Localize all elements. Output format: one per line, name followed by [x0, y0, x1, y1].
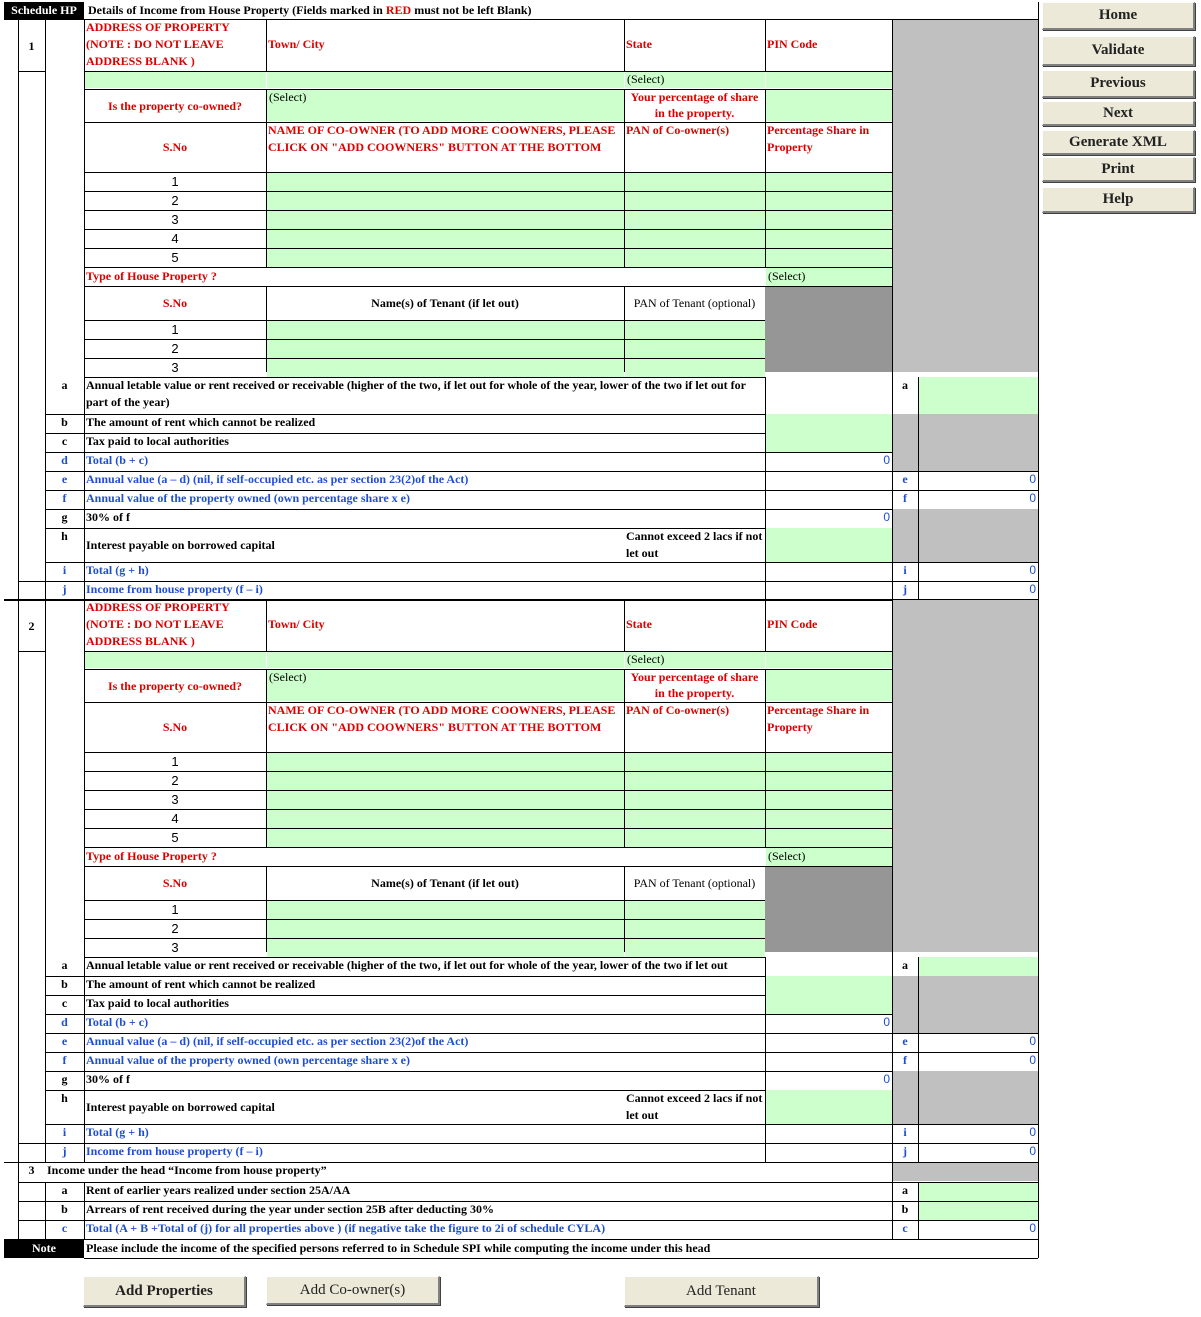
grid-line — [918, 377, 919, 600]
row-letter: b — [61, 1202, 68, 1216]
grey-filler — [892, 995, 1038, 1014]
grid-line — [45, 1182, 46, 1239]
coowner-name-input[interactable] — [267, 791, 624, 809]
grid-line — [84, 267, 892, 268]
row-d-value: 0 — [883, 1015, 890, 1029]
grid-line — [18, 1201, 1038, 1202]
grey-filler — [892, 19, 1038, 372]
row-letter: f — [62, 1053, 67, 1067]
grid-line — [4, 19, 1038, 20]
grid-line — [18, 1182, 1038, 1183]
grid-line — [84, 248, 892, 249]
grey-filler — [892, 433, 1038, 452]
coowner-sno: 4 — [171, 231, 179, 246]
tenant-sno: 1 — [171, 902, 179, 917]
town-city-label: Town/ City — [268, 37, 325, 51]
section3-title: Income under the head “Income from house property” — [47, 1163, 327, 1177]
row-i-label: Total (g + h) — [86, 1125, 149, 1139]
grid-line — [266, 89, 267, 267]
row-d-label: Total (b + c) — [86, 1015, 149, 1029]
coowner-pan-input[interactable] — [625, 249, 765, 267]
row-f-label: Annual value of the property owned (own percentage share x e) — [86, 1053, 410, 1067]
grid-line — [84, 172, 892, 173]
coowner-pct-input[interactable] — [766, 810, 892, 828]
pin-code-label: PIN Code — [767, 617, 818, 631]
row-i-value: 0 — [1029, 1125, 1036, 1139]
house-type-label: Type of House Property ? — [86, 269, 217, 283]
state-label: State — [626, 37, 652, 51]
row-a-input[interactable] — [919, 957, 1038, 976]
grid-line — [84, 651, 892, 652]
grid-line — [84, 122, 892, 123]
add-coowners-button[interactable]: Add Co-owner(s) — [266, 1276, 440, 1305]
row-i-label: Total (g + h) — [86, 563, 149, 577]
coowner-pan-input[interactable] — [625, 211, 765, 229]
grid-line — [765, 19, 766, 71]
col-letter: e — [902, 1034, 908, 1048]
grid-line — [45, 19, 46, 377]
row-h-input[interactable] — [766, 1090, 892, 1124]
row-d-label: Total (b + c) — [86, 453, 149, 467]
row-f-label: Annual value of the property owned (own percentage share x e) — [86, 491, 410, 505]
grid-line — [892, 1162, 893, 1239]
row-letter: f — [62, 491, 67, 505]
coowner-pct-input[interactable] — [766, 791, 892, 809]
col-letter: a — [902, 958, 908, 972]
coowner-pct-input[interactable] — [766, 829, 892, 847]
grid-line — [266, 19, 267, 71]
coowner-name-input[interactable] — [267, 211, 624, 229]
your-share-input[interactable] — [766, 669, 892, 701]
state-select[interactable]: (Select) — [625, 71, 765, 88]
grid-line — [1038, 2, 1039, 1258]
grid-line — [84, 919, 765, 920]
coowner-pan-input[interactable] — [625, 810, 765, 828]
cannot-exceed-note: Cannot exceed 2 lacs if not let out — [626, 1091, 763, 1122]
grid-line — [84, 19, 85, 377]
section3-c-label: Total (A + B +Total of (j) for all properties above ) (if negative take the figure to 2i of schedule CYLA) — [86, 1221, 606, 1235]
row-f-value: 0 — [1029, 1053, 1036, 1067]
state-select[interactable]: (Select) — [625, 651, 765, 668]
row-a-input[interactable] — [919, 377, 1038, 414]
tenant-pan-input[interactable] — [625, 340, 765, 358]
row-letter: h — [61, 529, 68, 543]
nav-button-validate[interactable]: Validate — [1042, 36, 1195, 66]
row-letter: c — [61, 434, 68, 448]
row-letter: b — [61, 977, 68, 991]
grid-line — [624, 599, 625, 651]
row-f-value: 0 — [1029, 491, 1036, 505]
row-e-value: 0 — [1029, 472, 1036, 486]
coowner-name-input[interactable] — [267, 230, 624, 248]
grid-line — [18, 19, 19, 600]
grid-line — [765, 669, 766, 847]
grey-filler — [892, 1014, 1038, 1033]
grid-line — [18, 1162, 19, 1239]
row-j-label: Income from house property (f – i) — [86, 1144, 263, 1158]
row-g-label: 30% of f — [86, 1072, 130, 1086]
grey-filler — [892, 528, 1038, 562]
coowner-pct-input[interactable] — [766, 249, 892, 267]
grid-line — [18, 71, 45, 72]
grid-line — [624, 19, 625, 71]
coowner-pan-input[interactable] — [625, 829, 765, 847]
tenant-name-input[interactable] — [267, 920, 624, 938]
grey-filler — [892, 414, 1038, 433]
tenant-pan-input[interactable] — [625, 321, 765, 339]
pct-share-header: Percentage Share in Property — [767, 123, 870, 154]
tenant-pan-input[interactable] — [625, 939, 765, 957]
row-c-label: Tax paid to local authorities — [86, 996, 229, 1010]
grid-line — [18, 599, 19, 1162]
address-note: ADDRESS OF PROPERTY (NOTE : DO NOT LEAVE ADDRESS BLANK ) — [86, 20, 230, 68]
grid-line — [84, 790, 892, 791]
tenant-name-header: Name(s) of Tenant (if let out) — [371, 296, 519, 310]
grey-filler — [892, 509, 1038, 528]
row-letter: j — [62, 582, 67, 596]
tenant-sno: 1 — [171, 322, 179, 337]
row-a-label: Annual letable value or rent received or receivable (higher of the two, if let out for whole of the year, lower of the two if let out — [86, 958, 728, 972]
grid-line — [266, 669, 267, 847]
tenant-name-input[interactable] — [267, 321, 624, 339]
row-letter: d — [61, 1015, 68, 1029]
row-c-label: Tax paid to local authorities — [86, 434, 229, 448]
row-b-label: The amount of rent which cannot be realized — [86, 977, 316, 991]
grid-line — [84, 191, 892, 192]
row-e-value: 0 — [1029, 1034, 1036, 1048]
grid-line — [84, 771, 892, 772]
row-letter: e — [61, 472, 68, 486]
grid-line — [84, 866, 892, 867]
grid-line — [892, 599, 893, 957]
grid-line — [84, 599, 85, 957]
grid-line — [84, 847, 892, 848]
coowner-pan-input[interactable] — [625, 173, 765, 191]
grid-line — [765, 599, 766, 651]
sno-header: S.No — [162, 720, 188, 734]
house-type-label: Type of House Property ? — [86, 849, 217, 863]
row-b-input[interactable] — [766, 414, 892, 433]
row-j-value: 0 — [1029, 582, 1036, 596]
grid-line — [84, 320, 765, 321]
tenant-pan-header: PAN of Tenant (optional) — [633, 296, 756, 310]
coowner-pan-header: PAN of Co-owner(s) — [626, 703, 730, 717]
row-letter: j — [62, 1144, 67, 1158]
grid-line — [84, 229, 892, 230]
coowner-name-input[interactable] — [267, 192, 624, 210]
coowner-sno: 4 — [171, 811, 179, 826]
pin-code-input[interactable] — [766, 651, 892, 668]
coowner-sno: 2 — [171, 193, 179, 208]
grid-line — [84, 377, 85, 600]
property-number: 2 — [28, 619, 35, 633]
col-letter: i — [903, 563, 907, 577]
town-city-input[interactable] — [267, 71, 624, 88]
grey-filler — [892, 1162, 1038, 1181]
section3-a-label: Rent of earlier years realized under section 25A/AA — [86, 1183, 351, 1197]
grid-line — [4, 1162, 1038, 1163]
schedule-tag: Schedule HP — [4, 2, 84, 19]
row-g-value: 0 — [883, 510, 890, 524]
col-letter: i — [903, 1125, 907, 1139]
nav-button-print[interactable]: Print — [1042, 157, 1195, 182]
tenant-name-input[interactable] — [267, 939, 624, 957]
tenant-pan-input[interactable] — [625, 920, 765, 938]
tenant-pan-header: PAN of Tenant (optional) — [633, 876, 756, 890]
grid-line — [84, 1182, 85, 1239]
tenant-grey-box — [765, 286, 892, 372]
your-share-input[interactable] — [766, 89, 892, 121]
grid-line — [84, 339, 765, 340]
coowner-sno: 5 — [171, 830, 179, 845]
coowner-pct-input[interactable] — [766, 211, 892, 229]
tenant-pan-input[interactable] — [625, 901, 765, 919]
grid-line — [84, 1239, 1038, 1240]
coowner-sno: 1 — [171, 754, 179, 769]
col-letter: f — [903, 491, 907, 505]
row-letter: a — [61, 958, 68, 972]
grid-line — [918, 957, 919, 1162]
grey-filler — [892, 599, 1038, 952]
grid-line — [266, 866, 267, 952]
grid-line — [84, 210, 892, 211]
grid-line — [624, 669, 625, 847]
row-letter: h — [61, 1091, 68, 1105]
tenant-name-header: Name(s) of Tenant (if let out) — [371, 876, 519, 890]
grid-line — [84, 702, 892, 703]
grid-line — [84, 358, 765, 359]
section3-b-label: Arrears of rent received during the year under section 25B after deducting 30% — [86, 1202, 494, 1216]
add-tenant-button[interactable]: Add Tenant — [624, 1276, 819, 1307]
section3-a-input[interactable] — [919, 1182, 1038, 1201]
tenant-sno-header: S.No — [162, 296, 188, 310]
house-type-select[interactable]: (Select) — [766, 267, 892, 286]
coowner-pct-input[interactable] — [766, 753, 892, 771]
coowner-sno: 5 — [171, 250, 179, 265]
coowner-pct-input[interactable] — [766, 230, 892, 248]
tenant-sno: 2 — [171, 921, 179, 936]
row-j-label: Income from house property (f – i) — [86, 582, 263, 596]
nav-button-next[interactable]: Next — [1042, 101, 1195, 126]
row-letter: a — [61, 378, 68, 392]
town-city-label: Town/ City — [268, 617, 325, 631]
sno-header: S.No — [162, 140, 188, 154]
row-h-label: Interest payable on borrowed capital — [86, 538, 275, 552]
coowner-sno: 2 — [171, 773, 179, 788]
coowner-pan-input[interactable] — [625, 791, 765, 809]
house-type-select[interactable]: (Select) — [766, 847, 892, 866]
grid-line — [84, 286, 892, 287]
row-j-value: 0 — [1029, 1144, 1036, 1158]
grid-line — [84, 669, 892, 670]
coowner-name-input[interactable] — [267, 173, 624, 191]
note-text: Please include the income of the specified persons referred to in Schedule SPI while computing the income under this head — [86, 1241, 711, 1255]
grid-line — [45, 957, 46, 1162]
row-letter: i — [62, 1125, 67, 1139]
row-letter: c — [61, 996, 68, 1010]
grid-line — [892, 19, 893, 377]
row-letter: d — [61, 453, 68, 467]
co-owned-label: Is the property co-owned? — [107, 99, 243, 113]
address-note: ADDRESS OF PROPERTY (NOTE : DO NOT LEAVE ADDRESS BLANK ) — [86, 600, 230, 648]
coowner-pan-input[interactable] — [625, 772, 765, 790]
coowner-sno: 1 — [171, 174, 179, 189]
section3-b-input[interactable] — [919, 1201, 1038, 1220]
coowner-name-input[interactable] — [267, 829, 624, 847]
row-letter: b — [61, 415, 68, 429]
row-b-input[interactable] — [766, 976, 892, 995]
grid-line — [266, 286, 267, 372]
row-letter: e — [61, 1034, 68, 1048]
grid-line — [892, 957, 893, 1162]
nav-button-generate-xml[interactable]: Generate XML — [1042, 130, 1195, 155]
col-letter: j — [903, 1144, 907, 1158]
cannot-exceed-note: Cannot exceed 2 lacs if not let out — [626, 529, 763, 560]
grey-filler — [892, 1071, 1038, 1090]
col-letter: f — [903, 1053, 907, 1067]
row-letter: g — [61, 510, 68, 524]
grid-line — [765, 377, 766, 600]
grid-line — [84, 89, 892, 90]
your-share-label: Your percentage of share in the property. — [630, 670, 759, 700]
tenant-pan-input[interactable] — [625, 359, 765, 377]
grid-line — [84, 957, 85, 1162]
grid-line — [84, 828, 892, 829]
grey-filler — [892, 976, 1038, 995]
col-letter: c — [902, 1221, 908, 1235]
tenant-name-input[interactable] — [267, 359, 624, 377]
coowner-pan-input[interactable] — [625, 753, 765, 771]
col-letter: e — [902, 472, 908, 486]
coowner-pct-input[interactable] — [766, 772, 892, 790]
co-owned-select[interactable]: (Select) — [267, 89, 624, 121]
coowner-name-input[interactable] — [267, 772, 624, 790]
grid-line — [892, 377, 893, 600]
col-letter: a — [902, 1183, 908, 1197]
co-owned-label: Is the property co-owned? — [107, 679, 243, 693]
grid-line — [918, 1182, 919, 1239]
coowner-sno: 3 — [171, 792, 179, 807]
col-letter: j — [903, 582, 907, 596]
grid-line — [84, 752, 892, 753]
grid-line — [624, 866, 625, 952]
coowner-name-input[interactable] — [267, 249, 624, 267]
coowner-sno: 3 — [171, 212, 179, 227]
row-letter: g — [61, 1072, 68, 1086]
grid-line — [84, 809, 892, 810]
town-city-input[interactable] — [267, 651, 624, 668]
nav-button-help[interactable]: Help — [1042, 187, 1195, 213]
pin-code-label: PIN Code — [767, 37, 818, 51]
address-input[interactable] — [85, 651, 266, 668]
row-letter: a — [61, 1183, 68, 1197]
pct-share-header: Percentage Share in Property — [767, 703, 870, 734]
row-h-input[interactable] — [766, 528, 892, 562]
add-properties-button[interactable]: Add Properties — [83, 1276, 246, 1307]
coowner-name-header: NAME OF CO-OWNER (TO ADD MORE COOWNERS, PLEASE CLICK ON "ADD COOWNERS" BUTTON AT THE BOTTOM — [268, 703, 616, 734]
grid-line — [18, 1220, 1038, 1221]
tenant-sno: 2 — [171, 341, 179, 356]
coowner-pan-header: PAN of Co-owner(s) — [626, 123, 730, 137]
row-g-value: 0 — [883, 1072, 890, 1086]
row-c-input[interactable] — [766, 995, 892, 1014]
coowner-name-input[interactable] — [267, 810, 624, 828]
your-share-label: Your percentage of share in the property. — [630, 90, 759, 120]
row-b-label: The amount of rent which cannot be realized — [86, 415, 316, 429]
grid-line — [84, 71, 892, 72]
grid-line — [84, 1258, 1038, 1259]
coowner-name-header: NAME OF CO-OWNER (TO ADD MORE COOWNERS, PLEASE CLICK ON "ADD COOWNERS" BUTTON AT THE BOTTOM — [268, 123, 616, 154]
grid-line — [624, 286, 625, 372]
grid-line — [18, 651, 45, 652]
nav-button-home[interactable]: Home — [1042, 2, 1195, 30]
grey-filler — [892, 1090, 1038, 1124]
tenant-name-input[interactable] — [267, 901, 624, 919]
nav-button-previous[interactable]: Previous — [1042, 70, 1195, 98]
tenant-sno: 3 — [171, 940, 179, 955]
col-letter: b — [901, 1202, 909, 1216]
tenant-grey-box — [765, 866, 892, 952]
tenant-sno: 3 — [171, 360, 179, 375]
page-title: Details of Income from House Property (Fields marked in RED must not be left Blank) — [88, 3, 532, 17]
coowner-pct-input[interactable] — [766, 192, 892, 210]
coowner-name-input[interactable] — [267, 753, 624, 771]
grid-line — [84, 938, 765, 939]
grid-line — [84, 900, 765, 901]
section3-c-value: 0 — [1029, 1221, 1036, 1235]
row-c-input[interactable] — [766, 433, 892, 452]
row-h-label: Interest payable on borrowed capital — [86, 1100, 275, 1114]
row-g-label: 30% of f — [86, 510, 130, 524]
row-e-label: Annual value (a – d) (nil, if self-occupied etc. as per section 23(2)of the Act) — [86, 1034, 469, 1048]
state-label: State — [626, 617, 652, 631]
note-tag: Note — [4, 1239, 84, 1258]
section3-number: 3 — [28, 1163, 35, 1177]
pin-code-input[interactable] — [766, 71, 892, 88]
row-letter: i — [62, 563, 67, 577]
tenant-name-input[interactable] — [267, 340, 624, 358]
coowner-pan-input[interactable] — [625, 192, 765, 210]
col-letter: a — [902, 378, 908, 392]
coowner-pan-input[interactable] — [625, 230, 765, 248]
grid-line — [266, 599, 267, 651]
row-e-label: Annual value (a – d) (nil, if self-occupied etc. as per section 23(2)of the Act) — [86, 472, 469, 486]
row-d-value: 0 — [883, 453, 890, 467]
row-i-value: 0 — [1029, 563, 1036, 577]
address-input[interactable] — [85, 71, 266, 88]
co-owned-select[interactable]: (Select) — [267, 669, 624, 701]
coowner-pct-input[interactable] — [766, 173, 892, 191]
grid-line — [4, 599, 1038, 600]
row-a-label: Annual letable value or rent received or receivable (higher of the two, if let out for whole of the year, lower of the two if let out for part of the year) — [86, 378, 746, 409]
grid-line — [765, 957, 766, 1162]
property-number: 1 — [28, 39, 35, 53]
grid-line — [45, 599, 46, 957]
grid-line — [765, 89, 766, 267]
grid-line — [45, 377, 46, 600]
row-letter: c — [61, 1221, 68, 1235]
grey-filler — [892, 452, 1038, 471]
tenant-sno-header: S.No — [162, 876, 188, 890]
grid-line — [624, 89, 625, 267]
